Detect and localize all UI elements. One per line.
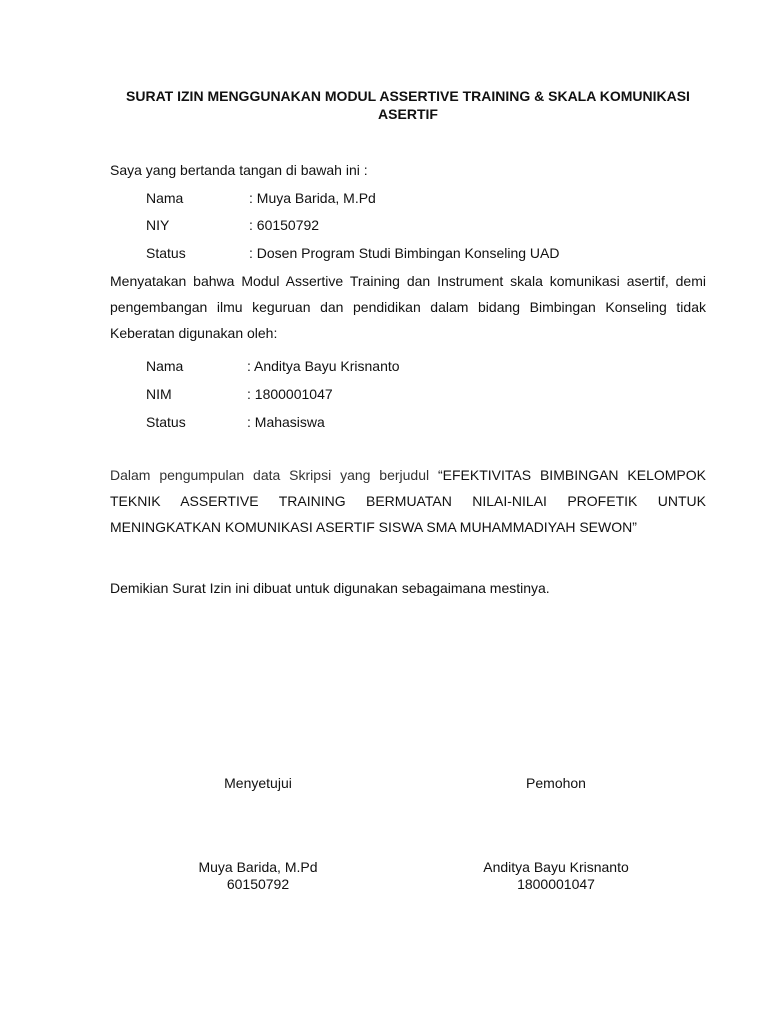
applicant-signature-number: 1800001047 xyxy=(517,876,595,892)
intro-text: Saya yang bertanda tangan di bawah ini : xyxy=(110,162,368,178)
approver-role: Menyetujui xyxy=(224,775,292,791)
applicant-status-value: : Mahasiswa xyxy=(247,414,325,430)
applicant-id-label: NIM xyxy=(146,386,172,402)
thesis-intro-text: Dalam pengumpulan data Skripsi yang berjudul xyxy=(110,467,438,483)
signer-status-value: : Dosen Program Studi Bimbingan Konseling UAD xyxy=(249,245,560,261)
signer-name-value: : Muya Barida, M.Pd xyxy=(249,190,376,206)
signer-id-label: NIY xyxy=(146,217,170,233)
applicant-role: Pemohon xyxy=(526,775,586,791)
applicant-status-label: Status xyxy=(146,414,186,430)
applicant-name-value: : Anditya Bayu Krisnanto xyxy=(247,358,400,374)
applicant-name-label: Nama xyxy=(146,358,184,374)
applicant-signature-block xyxy=(436,859,676,893)
approver-name: Muya Barida, M.Pd xyxy=(198,859,318,875)
applicant-id-value: : 1800001047 xyxy=(247,386,333,402)
letter-title: SURAT IZIN MENGGUNAKAN MODUL ASSERTIVE TRAINING & SKALA KOMUNIKASI ASERTIF xyxy=(126,88,690,122)
thesis-title-text: “EFEKTIVITAS BIMBINGAN KELOMPOK TEKNIK ASSERTIVE TRAINING BERMUATAN NILAI-NILAI PROFETIK UNTUK MENINGKATKAN KOMUNIKASI ASERTIF SISWA SMA MUHAMMADIYAH SEWON” xyxy=(110,467,706,535)
approver-number: 60150792 xyxy=(226,876,290,892)
thesis-paragraph xyxy=(110,462,706,540)
statement-paragraph: Menyatakan bahwa Modul Assertive Training dan Instrument skala komunikasi asertif, demi pengembangan ilmu keguruan dan pendidikan dalam bidang Bimbingan Konseling tidak Keberatan digunakan oleh: xyxy=(110,273,706,341)
signer-name-label: Nama xyxy=(146,190,184,206)
applicant-signature-name: Anditya Bayu Krisnanto xyxy=(483,859,629,875)
closing-paragraph: Demikian Surat Izin ini dibuat untuk digunakan sebagaimana mestinya. xyxy=(110,580,550,596)
signer-id-value: : 60150792 xyxy=(249,217,320,233)
signer-status-label: Status xyxy=(146,245,186,261)
approver-signature-block xyxy=(138,859,378,893)
